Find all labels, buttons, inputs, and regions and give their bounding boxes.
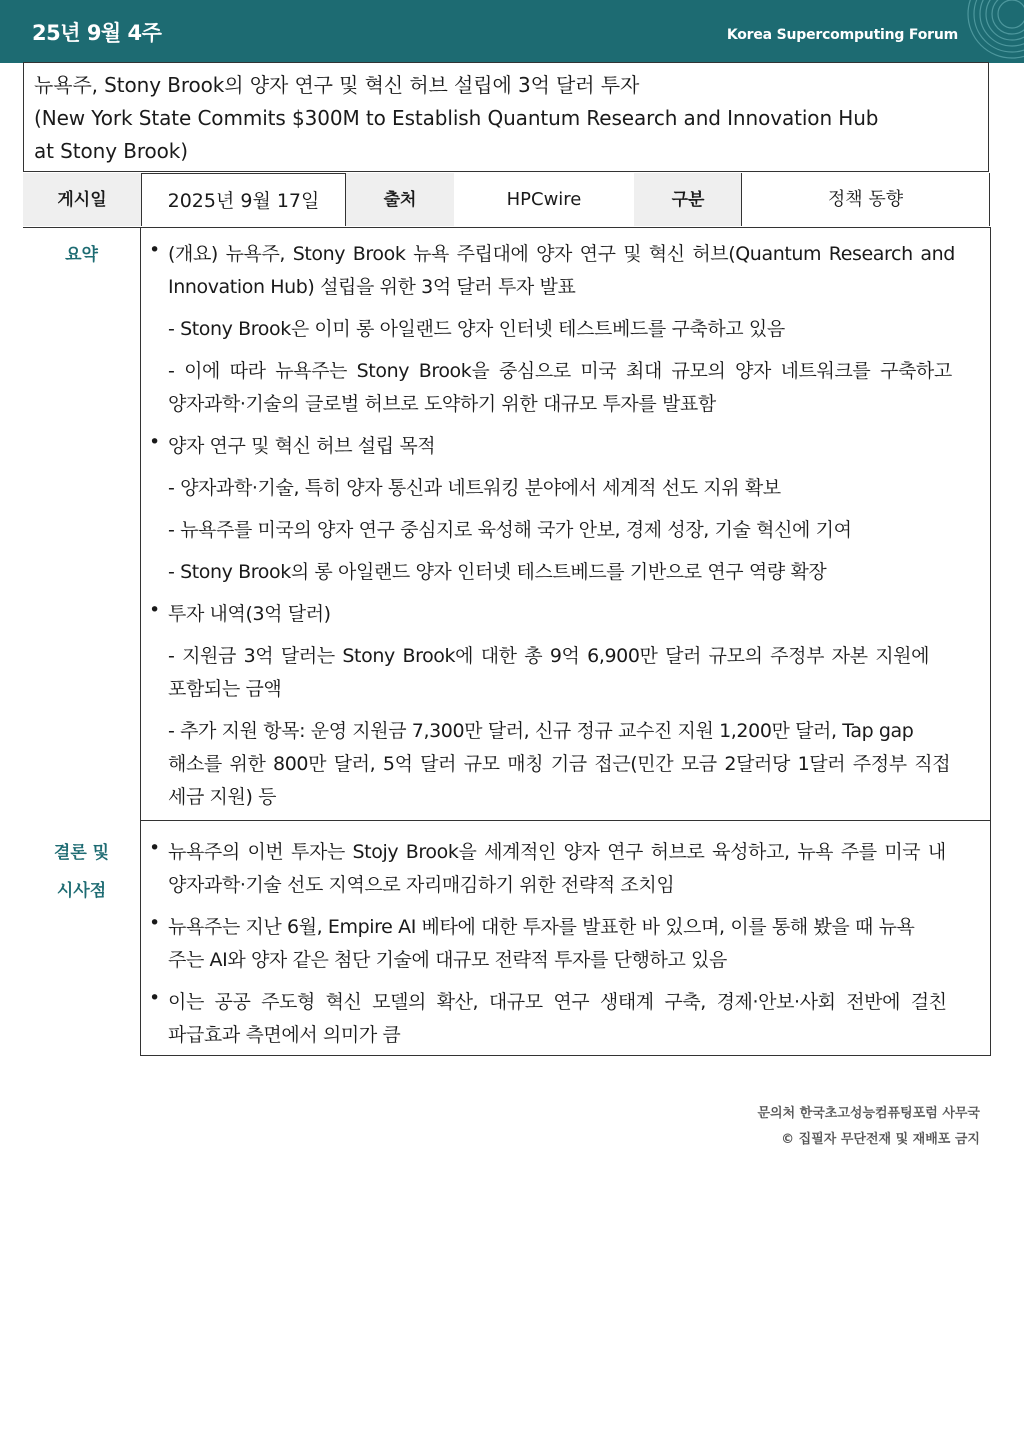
conclusion-line: • 뉴욕주의 이번 투자는 Stojy Brook을 세계적인 양자 연구 허브로 육성하고, 뉴욕 주를 미국 내 (168, 837, 946, 864)
summary-box (140, 227, 991, 821)
conclusion-line: 양자과학·기술 선도 지역으로 자리매김하기 위한 전략적 조치임 (168, 874, 675, 896)
summary-line: - 이에 따라 뉴욕주는 Stony Brook을 중심으로 미국 최대 규모의 양자 네트워크를 구축하고 (168, 360, 952, 382)
title-line: at Stony Brook) (34, 139, 188, 163)
page-header (0, 0, 1024, 63)
conclusion-line: 주는 AI와 양자 같은 첨단 기술에 대규모 전략적 투자를 단행하고 있음 (168, 949, 727, 971)
conclusion-line: • 뉴욕주는 지난 6월, Empire AI 베타에 대한 투자를 발표한 바 있으며, 이를 통해 봤을 때 뉴욕 (168, 912, 914, 939)
summary-line: • (개요) 뉴욕주, Stony Brook 뉴욕 주립대에 양자 연구 및 혁신 허브(Quantum Research and (168, 239, 955, 266)
conclusion-box (140, 820, 991, 1056)
conclusion-line: • 이는 공공 주도형 혁신 모델의 확산, 대규모 연구 생태계 구축, 경제·안보·사회 전반에 걸친 (168, 987, 947, 1014)
source-value: HPCwire (506, 189, 582, 210)
forum-name: Korea Supercomputing Forum (726, 27, 958, 43)
summary-line: - 추가 지원 항목: 운영 지원금 7,300만 달러, 신규 정규 교수진 지원 1,200만 달러, Tap gap (168, 720, 914, 742)
summary-line: - Stony Brook은 이미 롱 아일랜드 양자 인터넷 테스트베드를 구축하고 있음 (168, 318, 785, 340)
title-line: (New York State Commits $300M to Establish Quantum Research and Innovation Hub (34, 106, 879, 130)
summary-line: - 뉴욕주를 미국의 양자 연구 중심지로 육성해 국가 안보, 경제 성장, 기술 혁신에 기여 (168, 519, 852, 541)
summary-line: - 양자과학·기술, 특히 양자 통신과 네트워킹 분야에서 세계적 선도 지위 확보 (168, 477, 781, 499)
decorative-rings-icon (934, 0, 1024, 63)
summary-line: 포함되는 금액 (168, 678, 282, 700)
meta-row (23, 173, 990, 228)
category-value: 정책 동향 (741, 173, 990, 226)
week-label: 25년 9월 4주 (32, 21, 162, 45)
summary-line: 세금 지원) 등 (168, 786, 277, 808)
footer-copyright: © 집필자 무단전재 및 재배포 금지 (781, 1132, 980, 1147)
summary-line: 해소를 위한 800만 달러, 5억 달러 규모 매칭 기금 접근(민간 모금 2달러당 1달러 주정부 직접 (168, 753, 951, 775)
date-value: 2025년 9월 17일 (141, 173, 346, 226)
conclusion-label-line: 결론 및 (53, 843, 110, 863)
source-label: 출처 (346, 173, 454, 226)
summary-line: • 양자 연구 및 혁신 허브 설립 목적 (168, 431, 435, 458)
summary-line: 양자과학·기술의 글로벌 허브로 도약하기 위한 대규모 투자를 발표함 (168, 393, 716, 415)
conclusion-label (23, 834, 140, 910)
date-label: 게시일 (23, 173, 141, 226)
summary-line: - Stony Brook의 롱 아일랜드 양자 인터넷 테스트베드를 기반으로 연구 역량 확장 (168, 561, 827, 583)
footer-contact: 문의처 한국초고성능컴퓨팅포럼 사무국 (757, 1106, 980, 1121)
summary-line: • 투자 내역(3억 달러) (168, 599, 331, 626)
title-line: 뉴욕주, Stony Brook의 양자 연구 및 혁신 허브 설립에 3억 달러 투자 (34, 73, 640, 97)
category-label: 구분 (634, 173, 742, 226)
article-title (23, 62, 989, 172)
conclusion-line: 파급효과 측면에서 의미가 큼 (168, 1024, 401, 1046)
summary-line: Innovation Hub) 설립을 위한 3억 달러 투자 발표 (168, 276, 576, 298)
summary-line: - 지원금 3억 달러는 Stony Brook에 대한 총 9억 6,900만 달러 규모의 주정부 자본 지원에 (168, 645, 930, 667)
conclusion-label-line: 시사점 (56, 881, 107, 901)
summary-label: 요약 (65, 245, 98, 265)
